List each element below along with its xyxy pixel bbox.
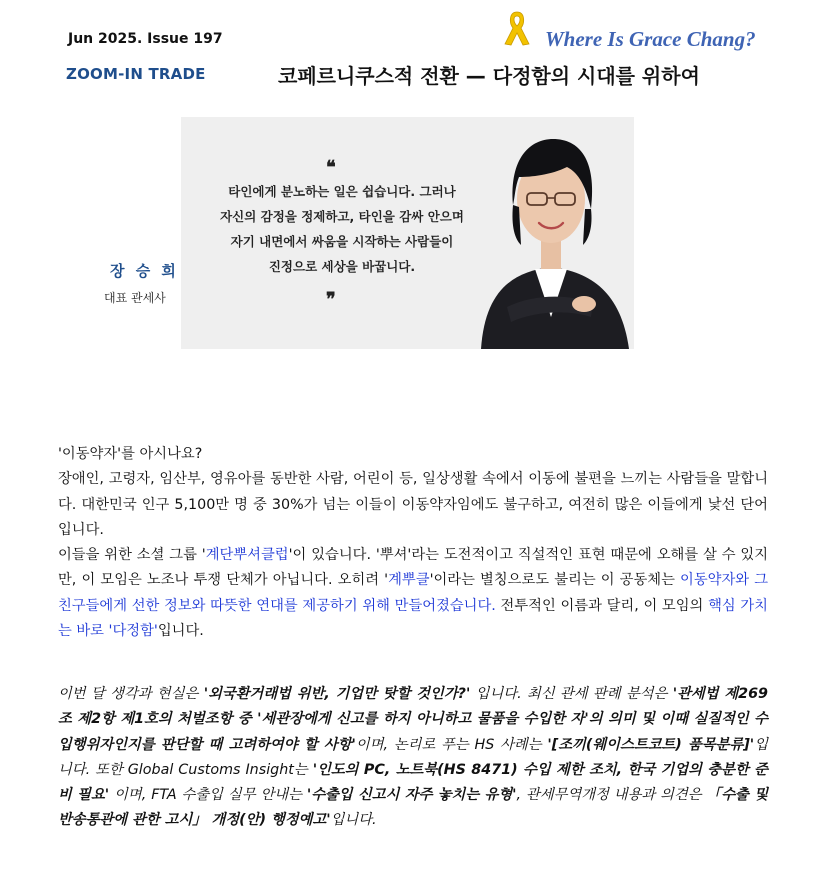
topic-revision: 「수출 및 반송통관에 관한 고시」 개정(안) 행정예고' [58, 787, 769, 829]
close-quote-icon: ❞ [326, 289, 336, 309]
topic-thoughts: '외국환거래법 위반, 기업만 탓할 것인가?' [203, 686, 471, 702]
club-nickname: 계뿌클 [388, 572, 430, 589]
question-line: '이동약자'를 아시나요? [58, 446, 203, 462]
definition-sentence: 장애인, 고령자, 임산부, 영유아를 동반한 사람, 어린이 등, 일상생활 속에서 이동에 불편을 느끼는 사람들을 말합니다. 대한민국 인구 5,100만 명 중 30%가 넘는 이들이 이동약자임에도 불구하고, 여전히 많은 이들에게 낯선 단어입니다. [58, 471, 768, 538]
text-run: , 관세무역개정 내용과 의견은 [516, 787, 707, 804]
page-title: 코페르니쿠스적 전환 — 다정함의 시대를 위하여 [278, 64, 700, 88]
text-run: 이며, 논리로 푸는 HS 사례는 [355, 736, 548, 753]
text-run: 이며, FTA 수출입 실무 안내는 [109, 787, 307, 804]
text-run: 이번 달 생각과 현실은 [58, 686, 204, 702]
issue-label: Jun 2025. Issue 197 [68, 31, 223, 47]
author-portrait [471, 117, 634, 349]
author-role: 대표 관세사 [104, 291, 166, 305]
topic-case-law: '관세법 제269조 제2항 제1호의 처벌조항 중 '세관장에게 신고를 하지 아니하고 물품을 수입한 자'의 의미 및 이때 실질적인 수입행위자인지를 판단할 때 고려하여야 할 사항' [58, 686, 768, 753]
text-run: 이들을 위한 소셜 그룹 ' [58, 547, 206, 564]
brand-logo: ZOOM-IN TRADE [66, 65, 206, 83]
club-description [58, 543, 768, 644]
quote-line: 진정으로 세상을 바꿉니다. [268, 259, 416, 274]
yellow-ribbon-icon [500, 9, 534, 47]
core-value: 핵심 가치는 바로 '다정함' [58, 597, 768, 640]
topic-hs-case: '[조끼(웨이스트코트) 품목분류]' [547, 736, 755, 753]
topic-fta: '수출입 신고시 자주 놓치는 유형' [306, 787, 517, 804]
issue-summary-paragraph [58, 682, 768, 834]
issue-summary [58, 682, 768, 834]
quote-banner [181, 117, 634, 349]
club-name: 계단뿌셔클럽 [205, 547, 289, 564]
text-run: 입니다. [157, 623, 204, 640]
quote-line: 타인에게 분노하는 일은 쉽습니다. 그러나 [228, 184, 456, 199]
intro-paragraph [58, 442, 768, 644]
author-name: 장 승 희 [110, 262, 179, 280]
text-run: 입니다. [330, 812, 377, 829]
text-run: 입니다. 또한 Global Customs Insight는 [58, 736, 768, 778]
quote-line: 자신의 감정을 정제하고, 타인을 감싸 안으며 [220, 209, 464, 224]
campaign-title: Where Is Grace Chang? [545, 27, 756, 51]
topic-global-insight: '인도의 PC, 노트북(HS 8471) 수입 제한 조치, 한국 기업의 충분한 준비 필요' [58, 761, 768, 804]
text-run: '이라는 별칭으로도 불리는 이 공동체는 [429, 572, 681, 589]
text-run: '이 있습니다. '뿌셔'라는 도전적이고 직설적인 표현 때문에 오해를 살 수 있지만, 이 모임은 노조나 투쟁 단체가 아닙니다. 오히려 ' [58, 547, 769, 589]
text-run: 전투적인 이름과 달리, 이 모임의 [495, 597, 709, 614]
quote-line: 자기 내면에서 싸움을 시작하는 사람들이 [230, 234, 454, 249]
text-run: 입니다. 최신 관세 판례 분석은 [470, 686, 673, 702]
club-purpose: 이동약자와 그 친구들에게 선한 정보와 따뜻한 연대를 제공하기 위해 만들어졌습니다. [58, 572, 769, 614]
open-quote-icon: ❝ [326, 157, 336, 177]
quote-text [181, 179, 503, 279]
